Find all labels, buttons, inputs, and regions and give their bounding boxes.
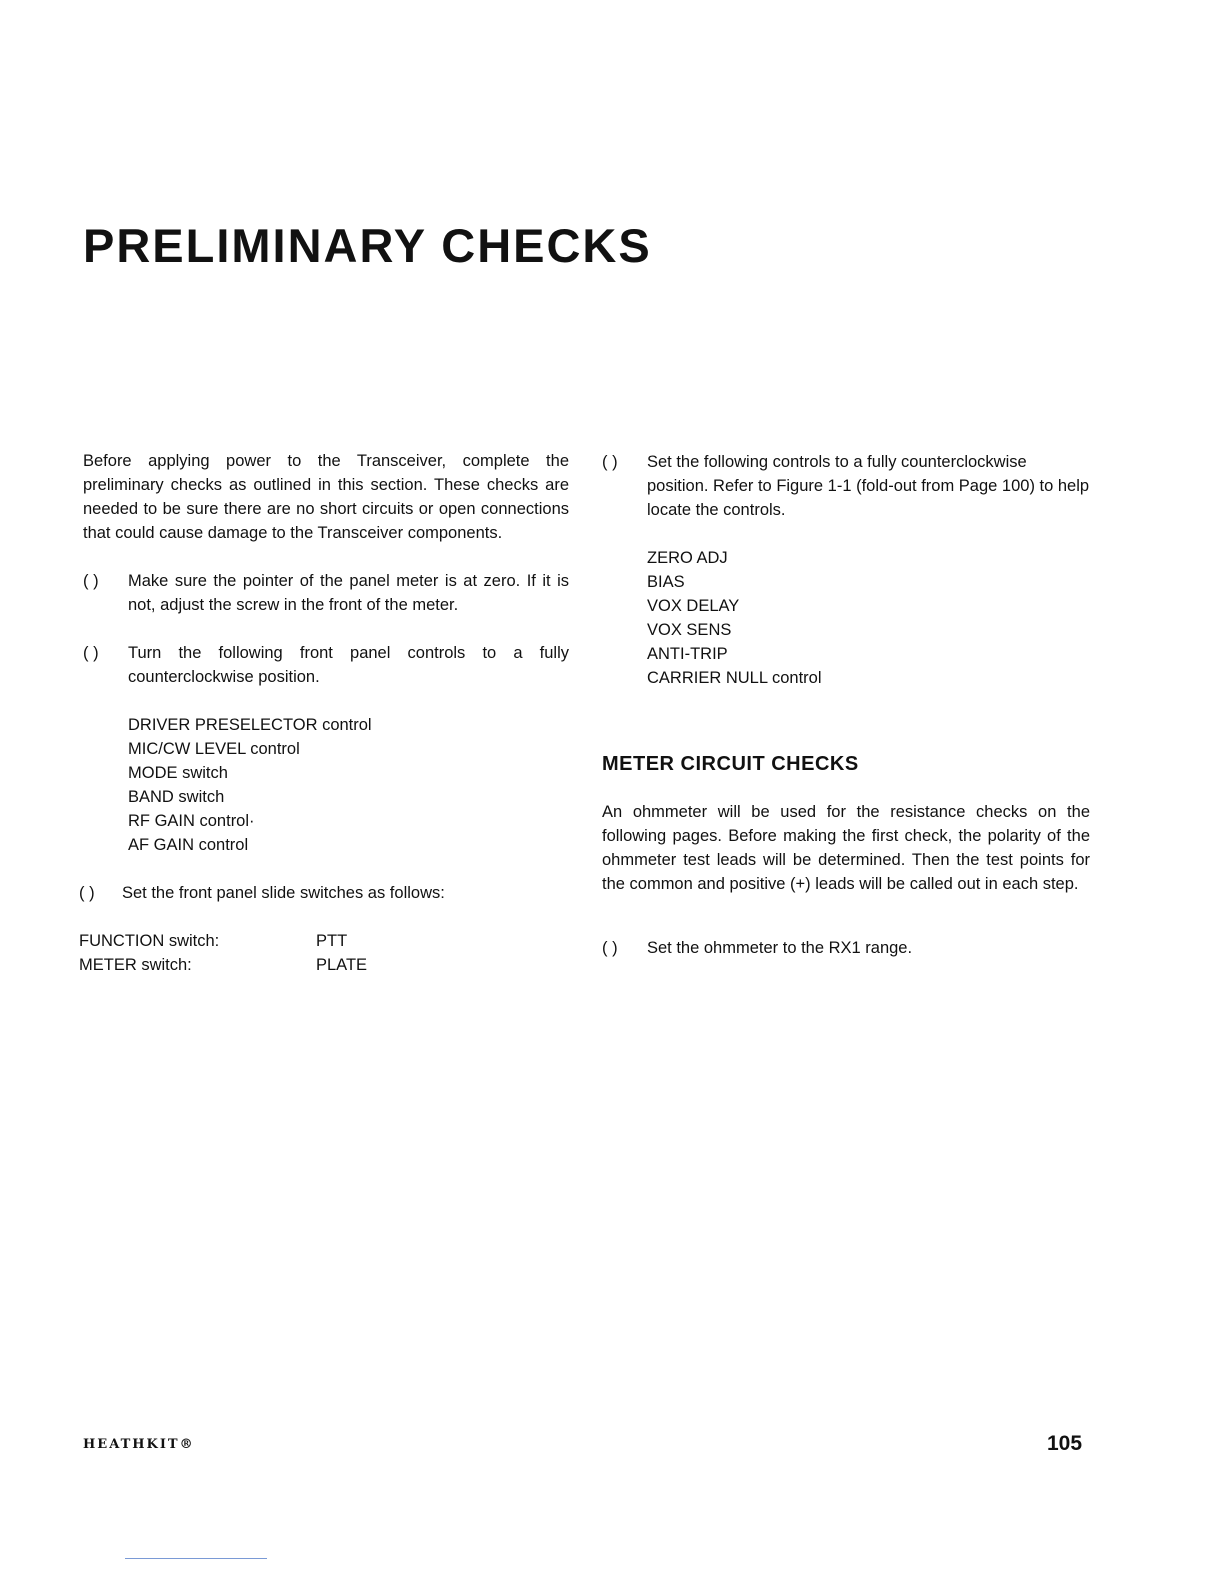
- checkbox-marker: ( ): [602, 939, 618, 957]
- step-text: Set the following controls to a fully counterclockwise position. Refer to Figure 1-1 (fold-out from Page 100) to help locate the controls.: [647, 453, 1090, 519]
- switch-value: PTT: [316, 932, 348, 950]
- step-text: Set the ohmmeter to the RX1 range.: [647, 939, 913, 957]
- right-controls-list: [602, 546, 1090, 690]
- step-text: Set the front panel slide switches as follows:: [122, 884, 445, 902]
- list-item: CARRIER NULL control: [647, 669, 822, 687]
- checkbox-marker: ( ): [602, 453, 618, 471]
- section-heading-meter-checks: METER CIRCUIT CHECKS: [602, 753, 859, 775]
- step-ohmmeter-range: [602, 936, 1090, 960]
- checkbox-marker: ( ): [79, 884, 95, 902]
- list-item: BAND switch: [128, 788, 225, 806]
- list-item: VOX DELAY: [647, 597, 740, 615]
- switch-name: METER switch:: [79, 956, 192, 974]
- switch-name: FUNCTION switch:: [79, 932, 220, 950]
- step-slide-switches: [79, 881, 569, 905]
- list-item: ANTI-TRIP: [647, 645, 728, 663]
- table-row: [79, 929, 569, 953]
- step-front-panel-controls: [83, 641, 569, 689]
- checkbox-marker: ( ): [83, 644, 99, 662]
- switch-value: PLATE: [316, 956, 368, 974]
- page-number: 105: [1047, 1432, 1083, 1455]
- list-item: DRIVER PRESELECTOR control: [128, 716, 372, 734]
- bottom-rule: [125, 1558, 267, 1559]
- page-title: PRELIMINARY CHECKS: [83, 219, 652, 272]
- step-text: Make sure the pointer of the panel meter is at zero. If it is not, adjust the screw in the front of the meter.: [128, 572, 569, 614]
- list-item: MODE switch: [128, 764, 228, 782]
- list-item: AF GAIN control: [128, 836, 249, 854]
- meter-paragraph: An ohmmeter will be used for the resistance checks on the following pages. Before making the first check, the polarity of the ohmmeter test leads will be determined. Then the test points for the common and positive (+) leads will be called out in each step.: [602, 803, 1090, 893]
- step-text: Turn the following front panel controls to a fully counterclockwise position.: [128, 644, 569, 686]
- list-item: ZERO ADJ: [647, 549, 728, 567]
- list-item: VOX SENS: [647, 621, 732, 639]
- checkbox-marker: ( ): [83, 572, 99, 590]
- table-row: [79, 953, 569, 977]
- list-item: MIC/CW LEVEL control: [128, 740, 300, 758]
- intro-paragraph: Before applying power to the Transceiver, complete the preliminary checks as outlined in this section. These checks are needed to be sure there are no short circuits or open connections that could cause damage to the Transceiver components.: [83, 452, 569, 542]
- front-controls-list: [83, 713, 569, 857]
- list-item: BIAS: [647, 573, 685, 591]
- list-item: RF GAIN control·: [128, 812, 255, 830]
- right-column: [602, 450, 1090, 960]
- left-column: [79, 449, 569, 977]
- brand-logo: HEATHKIT®: [83, 1437, 195, 1452]
- step-panel-meter: [83, 569, 569, 617]
- step-counterclockwise-controls: [602, 450, 1090, 522]
- slide-switch-table: [79, 929, 569, 977]
